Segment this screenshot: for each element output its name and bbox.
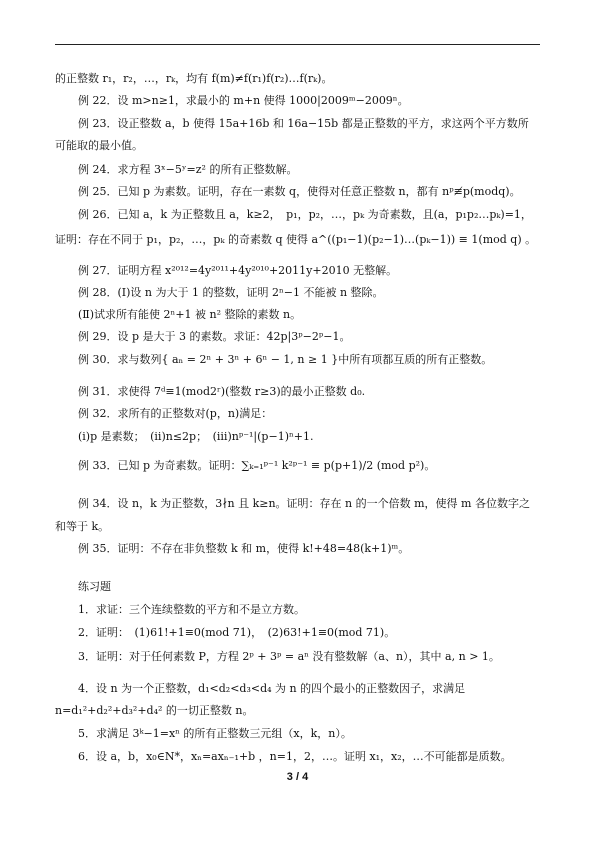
- page-number: 3 / 4: [286, 771, 309, 783]
- text-line-content: 3．证明：对于任何素数 P，方程 2ᵖ + 3ᵖ = aⁿ 没有整数解（a、n），其中 a, n > 1。: [78, 650, 500, 663]
- text-line-content: 1．求证：三个连续整数的平方和不是立方数。: [78, 603, 305, 616]
- text-line-content: 5．求满足 3ᵏ−1=xⁿ 的所有正整数三元组（x，k，n）。: [78, 727, 352, 740]
- text-line-content: 例 28．(Ⅰ)设 n 为大于 1 的整数，证明 2ⁿ−1 不能被 n 整除。: [78, 286, 384, 299]
- text-line-content: 例 25．已知 p 为素数。证明，存在一素数 q，使得对任意正整数 n，都有 nᵖ≢p(modq)。: [78, 185, 521, 198]
- text-line-content: n=d₁²+d₂²+d₃²+d₄² 的一切正整数 n。: [55, 704, 254, 717]
- text-line-content: 例 29．设 p 是大于 3 的素数。求证：42p|3ᵖ−2ᵖ−1。: [78, 330, 351, 343]
- text-line-content: (ⅰ)p 是素数； (ⅱ)n≤2p； (ⅲ)nᵖ⁻¹|(p−1)ⁿ+1.: [78, 430, 314, 443]
- text-line-content: 6．设 a，b，x₀∈N*，xₙ=axₙ₋₁+b ，n=1，2，…。证明 x₁，x₂，…不可能都是质数。: [78, 750, 512, 763]
- text-line-content: (Ⅱ)试求所有能使 2ⁿ+1 被 n² 整除的素数 n。: [78, 308, 302, 321]
- text-line-content: 例 32．求所有的正整数对(p，n)满足：: [78, 407, 273, 420]
- text-line-content: 练习题: [78, 580, 111, 593]
- text-line-content: 例 31．求使得 7ᵈ≡1(mod2ʳ)(整数 r≥3)的最小正整数 d₀.: [78, 385, 366, 398]
- text-line-content: 例 35．证明：不存在非负整数 k 和 m，使得 k!+48=48(k+1)ᵐ。: [78, 542, 410, 555]
- text-line-content: 2．证明： (1)61!+1≡0(mod 71)， (2)63!+1≡0(mod 71)。: [78, 626, 396, 639]
- text-line-content: 的正整数 r₁，r₂，…，rₖ，均有 f(m)≠f(r₁)f(r₂)…f(rₖ)。: [55, 72, 333, 85]
- text-line-content: 可能取的最小值。: [55, 139, 143, 152]
- text-line-content: 例 30．求与数列{ aₙ = 2ⁿ + 3ⁿ + 6ⁿ − 1, n ≥ 1 }中所有项都互质的所有正整数。: [78, 353, 493, 366]
- text-line-content: 例 33．已知 p 为奇素数。证明：∑ₖ₌₁ᵖ⁻¹ k²ᵖ⁻¹ ≡ p(p+1)/2 (mod p²)。: [78, 459, 436, 472]
- text-line-content: 例 24．求方程 3ˣ−5ʸ=z² 的所有正整数解。: [78, 163, 298, 176]
- text-line-content: 和等于 k。: [55, 520, 110, 533]
- text-line-content: 例 23．设正整数 a，b 使得 15a+16b 和 16a−15b 都是正整数的平方，求这两个平方数所: [78, 117, 529, 130]
- text-line-content: 例 34．设 n，k 为正整数，3∤n 且 k≥n。证明：存在 n 的一个倍数 m，使得 m 各位数字之: [78, 497, 530, 510]
- text-line-content: 证明：存在不同于 p₁，p₂，…，pₖ 的奇素数 q 使得 a^((p₁−1)(p₂−1)…(pₖ−1)) ≡ 1(mod q) 。: [55, 233, 537, 246]
- text-line-content: 4．设 n 为一个正整数，d₁<d₂<d₃<d₄ 为 n 的四个最小的正整数因子，求满足: [78, 682, 466, 695]
- text-line-content: 例 22．设 m>n≥1，求最小的 m+n 使得 1000|2009ᵐ−2009ⁿ。: [78, 94, 409, 107]
- text-line-content: 例 26．已知 a，k 为正整数且 a，k≥2， p₁，p₂，…，pₖ 为奇素数，且(a，p₁p₂…pₖ)=1，: [78, 208, 532, 221]
- header-rule: [55, 44, 540, 45]
- text-line-content: 例 27．证明方程 x²⁰¹²=4y²⁰¹¹+4y²⁰¹⁰+2011y+2010 无整解。: [78, 264, 398, 277]
